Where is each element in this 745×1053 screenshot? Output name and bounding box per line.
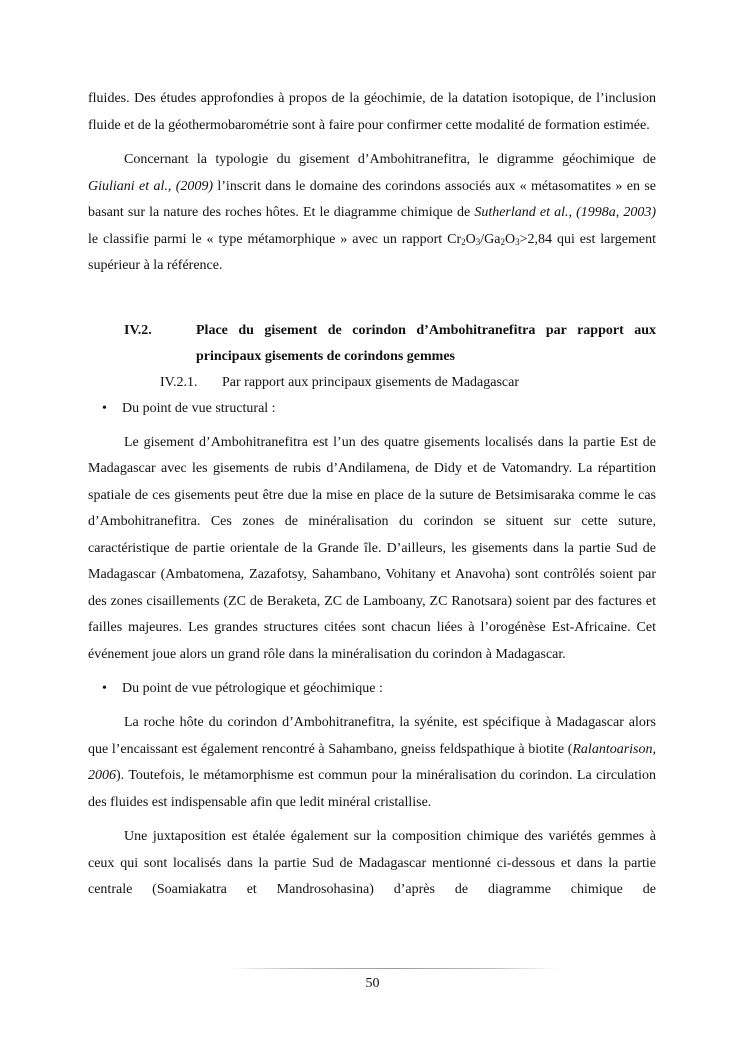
bullet-icon: • [102, 400, 107, 416]
subscript: 3 [515, 236, 520, 247]
bullet-petrologique [88, 676, 656, 702]
text-span: le classifie parmi le « type métamorphique » avec un rapport Cr [88, 231, 462, 247]
paragraph-structural: Le gisement d’Ambohitranefitra est l’un des quatre gisements localisés dans la partie Est de Madagascar avec les gisements de rubis d’Andilamena, de Didy et de Vatomandry. La répartition spatiale de ces gisements peut être due la mise en place de la suture de Betsimisaraka comme le cas d’Ambohitranefitra. Ces zones de minéralisation du corindon se situent sur cette suture, caractéristique de partie orientale de la Grande île. D’ailleurs, les gisements dans la partie Sud de Madagascar (Ambatomena, Zazafotsy, Sahambano, Vohitany et Anavoha) sont contrôlés soient par des zones cisaillements (ZC de Beraketa, ZC de Lamboany, ZC Ranotsara) soient par des factures et failles majeures. Les grandes structures citées sont chacun liées à l’orogénèse Est-Africaine. Cet événement joue alors un grand rôle dans la minéralisation du corindon à Madagascar. [88, 434, 656, 662]
section-number: IV.2. [124, 322, 152, 338]
page-number: 50 [365, 976, 380, 991]
bullet-icon: • [102, 681, 107, 696]
page-body [88, 86, 656, 904]
paragraph-juxtaposition: Une juxtaposition est étalée également sur la composition chimique des variétés gemmes à ceux qui sont localisés dans la partie Sud de Madagascar mentionné ci-dessous et dans la partie centrale (Soamiakatra et Mandrosohasina) d’après de diagramme chimique de [88, 829, 656, 897]
subsection-title: Par rapport aux principaux gisements de Madagascar [222, 374, 520, 390]
subsection-heading [88, 370, 656, 396]
paragraph-typologie [88, 147, 656, 280]
text-span: La roche hôte du corindon d’Ambohitranefitra, la syénite, est spécifique à Madagascar alors que l’encaissant est également rencontré à Sahambano, gneiss feldspathique à biotite ( [88, 715, 656, 757]
text-span: /Ga [480, 231, 501, 247]
text-span: ). Toutefois, le métamorphisme est commun pour la minéralisation du corindon. La circulation des fluides est indispensable afin que ledit minéral cristallise. [88, 768, 656, 810]
bullet-structural [88, 396, 656, 422]
bullet-text: Du point de vue structural : [122, 400, 276, 416]
section-title: Place du gisement de corindon d’Ambohitranefitra par rapport aux principaux gisements de corindons gemmes [196, 322, 656, 364]
footer-divider [228, 968, 558, 969]
text-span: >2,84 qui est largement supérieur à la référence. [88, 231, 656, 273]
text-span: O [504, 231, 516, 247]
paragraph-fluides: fluides. Des études approfondies à propos de la géochimie, de la datation isotopique, de l’inclusion fluide et de la géothermobarométrie sont à faire pour confirmer cette modalité de formation estimée. [88, 91, 656, 133]
bullet-text: Du point de vue pétrologique et géochimique : [122, 681, 383, 696]
paragraph-petrologique [88, 710, 656, 816]
citation-ralantoarison: Ralantoarison, 2006 [88, 741, 656, 783]
text-span: O [465, 231, 476, 247]
subsection-number: IV.2.1. [160, 374, 198, 390]
subscript: 2 [461, 236, 466, 247]
text-span: l’inscrit dans le domaine des corindons associés aux « métasomatites » en se basant sur la nature des roches hôtes. Et le diagramme chimique de [88, 178, 656, 220]
citation-giuliani: Giuliani et al., (2009) [88, 178, 214, 194]
subscript: 3 [475, 236, 481, 247]
text-span: Concernant la typologie du gisement d’Ambohitranefitra, le digramme géochimique de [124, 152, 656, 167]
citation-sutherland: Sutherland et al., (1998a, 2003) [474, 205, 656, 220]
subscript: 2 [500, 236, 505, 247]
section-heading [88, 318, 656, 370]
